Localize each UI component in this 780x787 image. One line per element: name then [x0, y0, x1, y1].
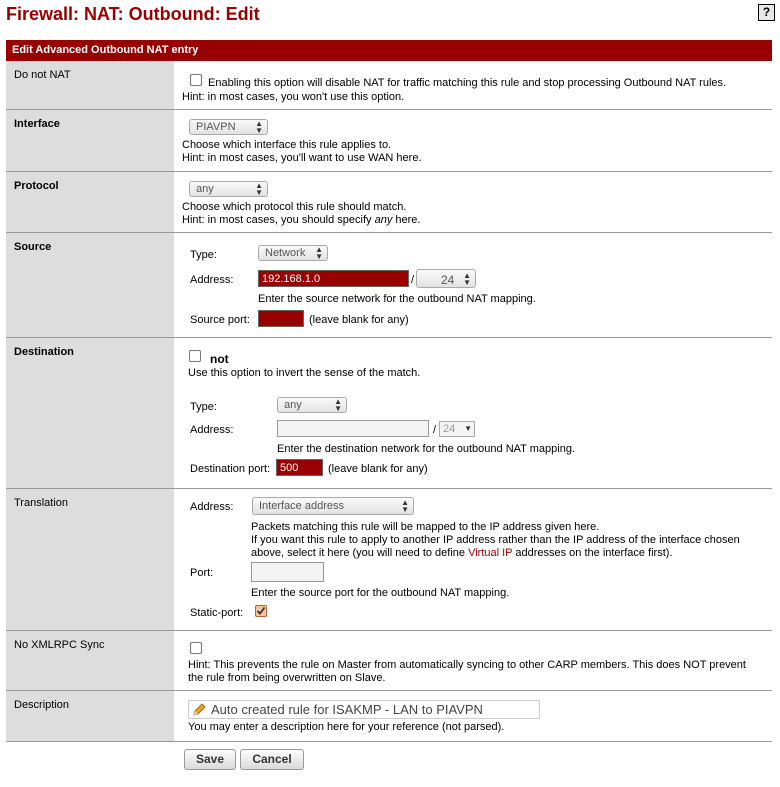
source-slash: /	[411, 274, 415, 286]
destination-mask-value: 24	[443, 423, 456, 435]
source-port-label: Source port:	[190, 314, 250, 326]
save-button[interactable]: Save	[184, 749, 236, 770]
destination-address-help: Enter the destination network for the outbound NAT mapping.	[277, 443, 575, 455]
interface-help: Choose which interface this rule applies to.	[182, 139, 392, 151]
field-description	[182, 691, 772, 741]
dropdown-arrow-icon: ▼	[464, 424, 472, 433]
destination-not-help: Use this option to invert the sense of the match.	[188, 367, 421, 379]
field-translation	[182, 489, 772, 630]
row-protocol	[6, 172, 772, 233]
interface-hint: Hint: in most cases, you'll want to use WAN here.	[182, 152, 422, 164]
destination-port-help: (leave blank for any)	[328, 463, 428, 475]
destination-port-label: Destination port:	[190, 463, 271, 475]
help-icon[interactable]: ?	[758, 4, 775, 21]
do-not-nat-checkbox[interactable]	[190, 74, 202, 86]
section-header: Edit Advanced Outbound NAT entry	[6, 40, 772, 61]
select-arrows-icon: ▲ ▼	[463, 271, 471, 287]
row-label-translation: Translation	[6, 489, 174, 630]
destination-port-input[interactable]	[276, 459, 323, 476]
no-xmlrpc-sync-checkbox[interactable]	[190, 642, 202, 654]
source-type-select[interactable]	[258, 245, 328, 261]
row-translation	[6, 489, 772, 631]
interface-select[interactable]	[189, 119, 268, 135]
destination-slash: /	[433, 424, 437, 436]
translation-help-3	[251, 547, 673, 559]
field-destination	[182, 338, 772, 488]
interface-select-value: PIAVPN	[196, 121, 236, 133]
virtual-ip-link[interactable]: Virtual IP	[468, 547, 513, 559]
protocol-help: Choose which protocol this rule should match.	[182, 201, 407, 213]
row-interface	[6, 110, 772, 172]
translation-address-label: Address:	[190, 501, 234, 513]
description-help: You may enter a description here for your reference (not parsed).	[188, 721, 505, 733]
page-title: Firewall: NAT: Outbound: Edit	[6, 4, 260, 24]
row-label-interface: Interface	[6, 110, 174, 171]
translation-help-2: If you want this rule to apply to another IP address rather than the IP address of the interface chosen	[251, 534, 740, 546]
translation-port-help: Enter the source port for the outbound NAT mapping.	[251, 587, 510, 599]
description-value: Auto created rule for ISAKMP - LAN to PIAVPN	[211, 702, 483, 717]
destination-not-checkbox[interactable]	[189, 350, 201, 362]
static-port-checkbox[interactable]	[255, 605, 267, 617]
row-source	[6, 233, 772, 338]
select-arrows-icon: ▲ ▼	[255, 181, 263, 197]
row-no-xmlrpc-sync	[6, 631, 772, 691]
source-port-help: (leave blank for any)	[309, 314, 409, 326]
field-interface	[182, 110, 772, 171]
pencil-icon	[191, 702, 207, 718]
protocol-hint-post: here.	[392, 214, 421, 226]
do-not-nat-text: Enabling this option will disable NAT for traffic matching this rule and stop processing Outbound NAT rules.	[208, 77, 727, 89]
source-mask-select[interactable]	[416, 269, 476, 288]
row-description	[6, 691, 772, 742]
source-type-label: Type:	[190, 249, 217, 261]
destination-type-label: Type:	[190, 401, 217, 413]
destination-address-label: Address:	[190, 424, 234, 436]
protocol-select-value: any	[196, 183, 214, 195]
row-do-not-nat	[6, 61, 772, 110]
destination-address-input[interactable]	[277, 420, 429, 437]
source-type-value: Network	[265, 247, 306, 259]
row-label-protocol: Protocol	[6, 172, 174, 232]
source-address-help: Enter the source network for the outbound NAT mapping.	[258, 293, 536, 305]
source-mask-value: 24	[441, 273, 455, 287]
destination-mask-select[interactable]	[439, 421, 475, 437]
row-label-no-xmlrpc-sync: No XMLRPC Sync	[6, 631, 174, 690]
checkmark-icon	[256, 606, 266, 616]
row-label-description: Description	[6, 691, 174, 741]
protocol-hint-em: any	[374, 214, 393, 226]
translation-port-label: Port:	[190, 567, 214, 579]
no-xmlrpc-hint-2: the rule from being overwritten on Slave.	[188, 672, 386, 684]
destination-type-select[interactable]	[277, 397, 347, 413]
destination-type-value: any	[284, 399, 302, 411]
translation-help-3-post: addresses on the interface first).	[512, 547, 673, 559]
protocol-hint-pre: Hint: in most cases, you should specify	[182, 214, 375, 226]
protocol-hint	[182, 214, 420, 226]
field-protocol	[182, 172, 772, 232]
select-arrows-icon: ▲ ▼	[255, 119, 263, 135]
select-arrows-icon: ▲ ▼	[401, 498, 409, 514]
source-address-label: Address:	[190, 274, 234, 286]
cancel-button[interactable]: Cancel	[240, 749, 304, 770]
source-port-input[interactable]	[258, 310, 304, 327]
source-address-input[interactable]	[258, 270, 409, 287]
translation-address-select[interactable]	[252, 497, 414, 515]
row-label-source: Source	[6, 233, 174, 337]
field-do-not-nat	[182, 61, 772, 109]
row-label-destination: Destination	[6, 338, 174, 488]
destination-not-label: not	[210, 352, 229, 366]
translation-address-value: Interface address	[259, 500, 344, 512]
select-arrows-icon: ▲ ▼	[315, 245, 323, 261]
static-port-label: Static-port:	[190, 607, 244, 619]
field-source	[182, 233, 772, 337]
translation-help-3-pre: above, select it here (you will need to define	[251, 547, 469, 559]
do-not-nat-hint: Hint: in most cases, you won't use this option.	[182, 91, 405, 103]
protocol-select[interactable]	[189, 181, 268, 197]
translation-help-1: Packets matching this rule will be mapped to the IP address given here.	[251, 521, 600, 533]
select-arrows-icon: ▲ ▼	[334, 397, 342, 413]
row-label-do-not-nat: Do not NAT	[6, 61, 174, 109]
field-no-xmlrpc-sync	[182, 631, 772, 690]
description-input[interactable]	[188, 700, 540, 719]
no-xmlrpc-hint-1: Hint: This prevents the rule on Master from automatically syncing to other CARP members. This does NOT prevent	[188, 659, 746, 671]
row-destination	[6, 338, 772, 489]
translation-port-input[interactable]	[251, 562, 324, 582]
